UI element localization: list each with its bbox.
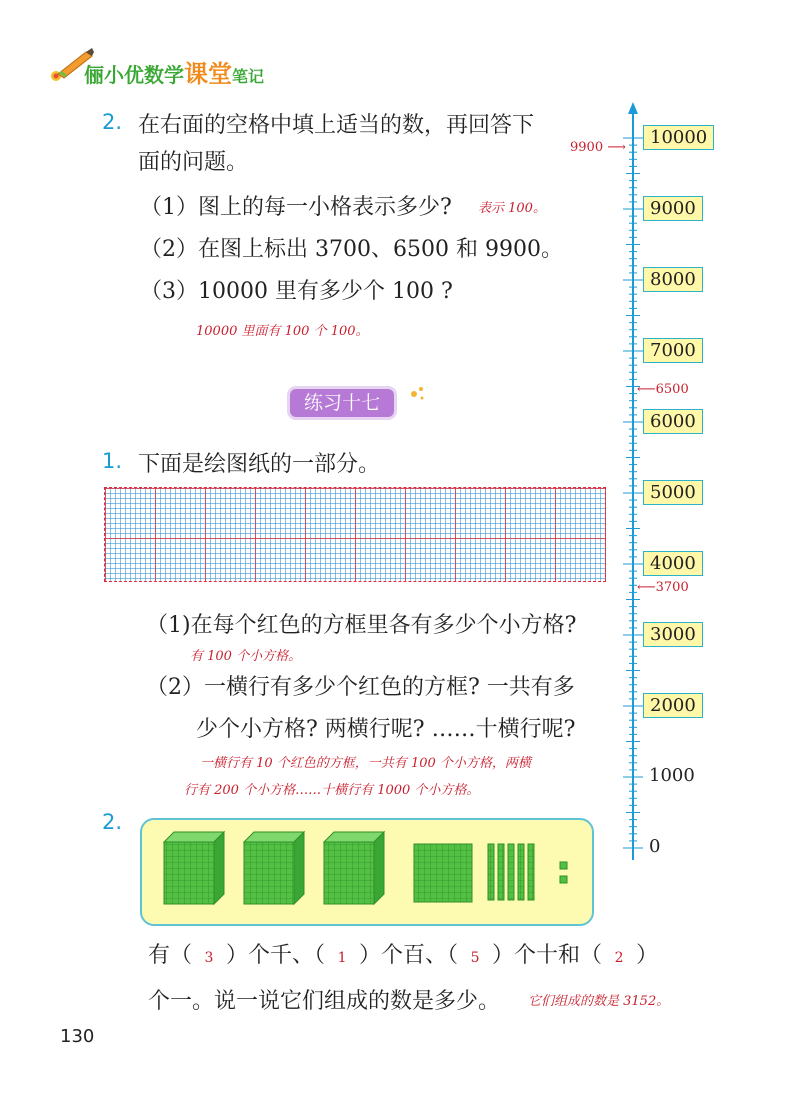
number-line-label: 9000 xyxy=(643,196,703,221)
arrow-left-icon: ⟵ xyxy=(637,580,656,596)
answer-1: 有 100 个小方格。 xyxy=(190,649,302,664)
fill-in-line xyxy=(148,938,658,969)
thousand-cube-2 xyxy=(244,832,304,904)
question-2-cont: 少个小方格? 两横行呢? ……十横行呢? xyxy=(196,717,576,742)
answer-tens: 5 xyxy=(470,950,480,966)
page-number: 130 xyxy=(60,1026,95,1047)
fill-text: ）个十和（ xyxy=(492,943,603,968)
number-line xyxy=(560,100,730,870)
number-line-mark-3700 xyxy=(637,576,689,595)
answer-2-cont: 行有 200 个小方格……十横行有 1000 个小方格。 xyxy=(184,783,480,798)
section-badge xyxy=(290,388,394,415)
question-3: （3）10000 里有多少个 100 ? xyxy=(140,279,453,304)
thousand-cube-1 xyxy=(164,832,224,904)
number-line-label: 7000 xyxy=(643,338,703,363)
sparkle-icon xyxy=(408,384,428,404)
hundred-flat xyxy=(414,844,472,902)
number-line-label: 8000 xyxy=(643,267,703,292)
number-line-label: 2000 xyxy=(643,693,703,718)
section-badge-label: 练习十七 xyxy=(290,389,394,417)
number-line-label: 6000 xyxy=(643,409,703,434)
number-line-label: 10000 xyxy=(643,125,714,150)
number-line-label: 5000 xyxy=(643,480,703,505)
mark-label: 9900 xyxy=(570,140,604,156)
header-title: 俪小优数学课堂笔记 xyxy=(84,60,265,88)
fill-text: 有（ xyxy=(148,943,193,968)
answer-thousands: 3 xyxy=(204,950,214,966)
header-logo xyxy=(46,42,306,86)
number-line-label: 4000 xyxy=(643,551,703,576)
answer-ones: 2 xyxy=(614,950,624,966)
mark-label: 6500 xyxy=(655,381,689,397)
answer-2: 一横行有 10 个红色的方框，一共有 100 个小方格，两横 xyxy=(200,756,531,771)
problem-text: 下面是绘图纸的一部分。 xyxy=(138,452,381,477)
thousand-cube-3 xyxy=(324,832,384,904)
number-line-label: 0 xyxy=(649,836,661,857)
problem-text: 面的问题。 xyxy=(138,150,249,175)
number-line-mark-6500 xyxy=(637,378,689,397)
base-ten-blocks-panel xyxy=(140,818,594,926)
arrow-left-icon: ⟵ xyxy=(637,381,656,397)
question-1: （1)在每个红色的方框里各有多少个小方格? xyxy=(146,613,577,638)
question-2: （2）在图上标出 3700、6500 和 9900。 xyxy=(140,237,563,262)
answer-hundreds: 1 xyxy=(337,950,347,966)
fill-text: ） xyxy=(636,943,659,968)
answer-1: 表示 100。 xyxy=(478,201,546,216)
number-line-mark-9900 xyxy=(570,136,626,155)
graph-paper xyxy=(104,487,606,582)
fill-text: ）个千、（ xyxy=(226,943,326,968)
ten-rods xyxy=(488,844,534,900)
base-ten-blocks xyxy=(142,820,592,924)
question-2: （2）一横行有多少个红色的方框? 一共有多 xyxy=(146,675,575,700)
question-1: （1）图上的每一小格表示多少? xyxy=(140,195,452,220)
problem-number: 2. xyxy=(102,810,123,834)
number-line-label: 1000 xyxy=(649,765,695,786)
number-line-label: 3000 xyxy=(643,622,703,647)
problem-number: 1. xyxy=(102,449,123,473)
problem-text: 在右面的空格中填上适当的数，再回答下 xyxy=(138,113,535,138)
answer-sum: 它们组成的数是 3152。 xyxy=(528,994,670,1009)
arrow-right-icon: ⟶ xyxy=(603,140,626,156)
answer-3: 10000 里面有 100 个 100。 xyxy=(196,324,369,339)
fill-text: ）个百、（ xyxy=(359,943,459,968)
fill-in-line-2: 个一。说一说它们组成的数是多少。 xyxy=(148,989,501,1014)
mark-label: 3700 xyxy=(655,580,689,596)
problem-number: 2. xyxy=(102,110,123,134)
